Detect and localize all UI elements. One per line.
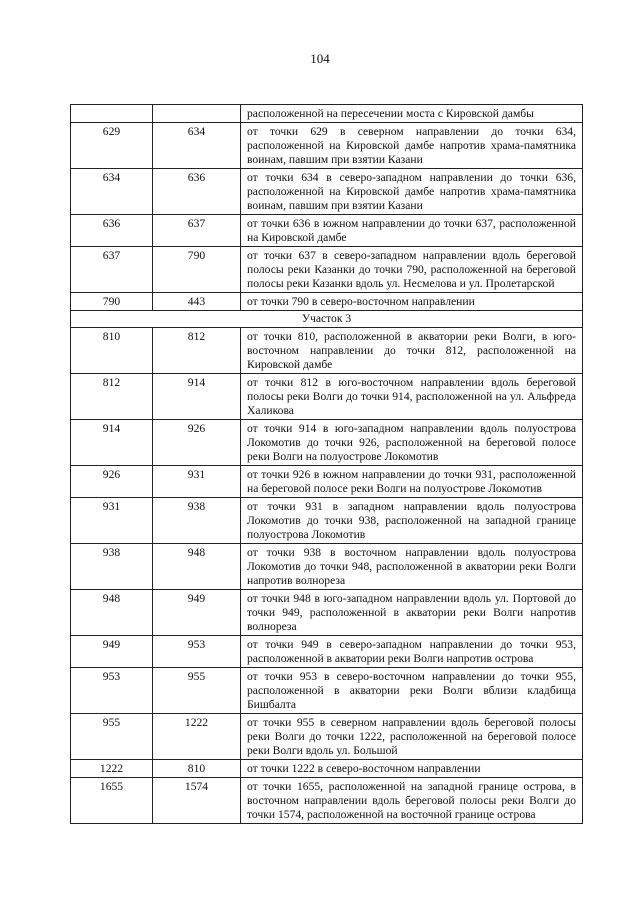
route-table: [70, 104, 583, 824]
to-point-cell: 949: [153, 590, 241, 636]
from-point-cell: 637: [71, 247, 153, 293]
description-cell: от точки 914 в юго-западном направлении вдоль полуострова Локомотив до точки 926, расположенной на береговой полосе реки Волги на полуострове Локомотив: [241, 420, 583, 466]
description-cell: от точки 955 в северном направлении вдоль береговой полосы реки Волги до точки 1222, расположенной на береговой полосе реки Волги вдоль ул. Большой: [241, 714, 583, 760]
table-row: [71, 374, 583, 420]
from-point-cell: 812: [71, 374, 153, 420]
to-point-cell: 938: [153, 498, 241, 544]
section-header-row: [71, 311, 583, 328]
from-point-cell: 955: [71, 714, 153, 760]
table-row: [71, 778, 583, 824]
description-cell: от точки 810, расположенной в акватории реки Волги, в юго-восточном направлении до точки 812, расположенной на Кировской дамбе: [241, 328, 583, 374]
from-point-cell: 926: [71, 466, 153, 498]
from-point-cell: 953: [71, 668, 153, 714]
from-point-cell: 629: [71, 123, 153, 169]
description-cell: от точки 636 в южном направлении до точки 637, расположенной на Кировской дамбе: [241, 215, 583, 247]
description-cell: от точки 926 в южном направлении до точки 931, расположенной на береговой полосе реки Волги на полуострове Локомотив: [241, 466, 583, 498]
table-row: [71, 544, 583, 590]
description-cell: от точки 812 в юго-восточном направлении вдоль береговой полосы реки Волги до точки 914, расположенной на ул. Альфреда Халикова: [241, 374, 583, 420]
table-row: [71, 169, 583, 215]
from-point-cell: 949: [71, 636, 153, 668]
description-cell: от точки 629 в северном направлении до точки 634, расположенной на Кировской дамбе напротив храма-памятника воинам, павшим при взятии Казани: [241, 123, 583, 169]
to-point-cell: 810: [153, 760, 241, 778]
description-cell: от точки 634 в северо-западном направлении до точки 636, расположенной на Кировской дамбе напротив храма-памятника воинам, павшим при взятии Казани: [241, 169, 583, 215]
from-point-cell: 790: [71, 293, 153, 311]
to-point-cell: 634: [153, 123, 241, 169]
description-cell: от точки 637 в северо-западном направлении вдоль береговой полосы реки Казанки до точки 790, расположенной на береговой полосы реки Казанки вдоль ул. Несмелова и ул. Пролетарской: [241, 247, 583, 293]
from-point-cell: 634: [71, 169, 153, 215]
table-row-continuation: [71, 105, 583, 123]
to-point-cell: 926: [153, 420, 241, 466]
route-table-body: [71, 105, 583, 824]
table-row: [71, 590, 583, 636]
description-cell: от точки 953 в северо-восточном направлении до точки 955, расположенной в акватории реки Волги вблизи кладбища Бишбалта: [241, 668, 583, 714]
to-point-cell: 931: [153, 466, 241, 498]
table-row: [71, 328, 583, 374]
table-row: [71, 215, 583, 247]
to-point-cell: 955: [153, 668, 241, 714]
section-title: Участок 3: [71, 311, 583, 328]
to-point-cell: 1222: [153, 714, 241, 760]
from-point-cell: 948: [71, 590, 153, 636]
to-point-cell: 637: [153, 215, 241, 247]
description-cell: от точки 790 в северо-восточном направлении: [241, 293, 583, 311]
to-point-cell: 914: [153, 374, 241, 420]
from-point-cell: 914: [71, 420, 153, 466]
table-row: [71, 293, 583, 311]
to-point-cell: 953: [153, 636, 241, 668]
to-point-cell: [153, 105, 241, 123]
from-point-cell: 1222: [71, 760, 153, 778]
to-point-cell: 636: [153, 169, 241, 215]
from-point-cell: [71, 105, 153, 123]
to-point-cell: 443: [153, 293, 241, 311]
description-cell: от точки 949 в северо-западном направлении до точки 953, расположенной в акватории реки Волги напротив острова: [241, 636, 583, 668]
from-point-cell: 810: [71, 328, 153, 374]
from-point-cell: 1655: [71, 778, 153, 824]
to-point-cell: 812: [153, 328, 241, 374]
from-point-cell: 931: [71, 498, 153, 544]
table-row: [71, 714, 583, 760]
table-row: [71, 760, 583, 778]
table-row: [71, 498, 583, 544]
from-point-cell: 636: [71, 215, 153, 247]
page-number: 104: [310, 51, 330, 66]
description-cell: от точки 1222 в северо-восточном направлении: [241, 760, 583, 778]
table-row: [71, 668, 583, 714]
to-point-cell: 948: [153, 544, 241, 590]
table-row: [71, 466, 583, 498]
table-row: [71, 247, 583, 293]
to-point-cell: 790: [153, 247, 241, 293]
description-cell: от точки 938 в восточном направлении вдоль полуострова Локомотив до точки 948, расположенной в акватории реки Волги напротив волнореза: [241, 544, 583, 590]
description-cell: от точки 948 в юго-западном направлении вдоль ул. Портовой до точки 949, расположенной в акватории реки Волги напротив волнореза: [241, 590, 583, 636]
table-row: [71, 123, 583, 169]
description-cell: от точки 931 в западном направлении вдоль полуострова Локомотив до точки 938, расположенной на западной границе полуострова Локомотив: [241, 498, 583, 544]
description-cell: от точки 1655, расположенной на западной границе острова, в восточном направлении вдоль береговой полосы реки Волги до точки 1574, расположенной на восточной границе острова: [241, 778, 583, 824]
table-row: [71, 420, 583, 466]
from-point-cell: 938: [71, 544, 153, 590]
to-point-cell: 1574: [153, 778, 241, 824]
description-cell: расположенной на пересечении моста с Кировской дамбы: [241, 105, 583, 123]
table-row: [71, 636, 583, 668]
